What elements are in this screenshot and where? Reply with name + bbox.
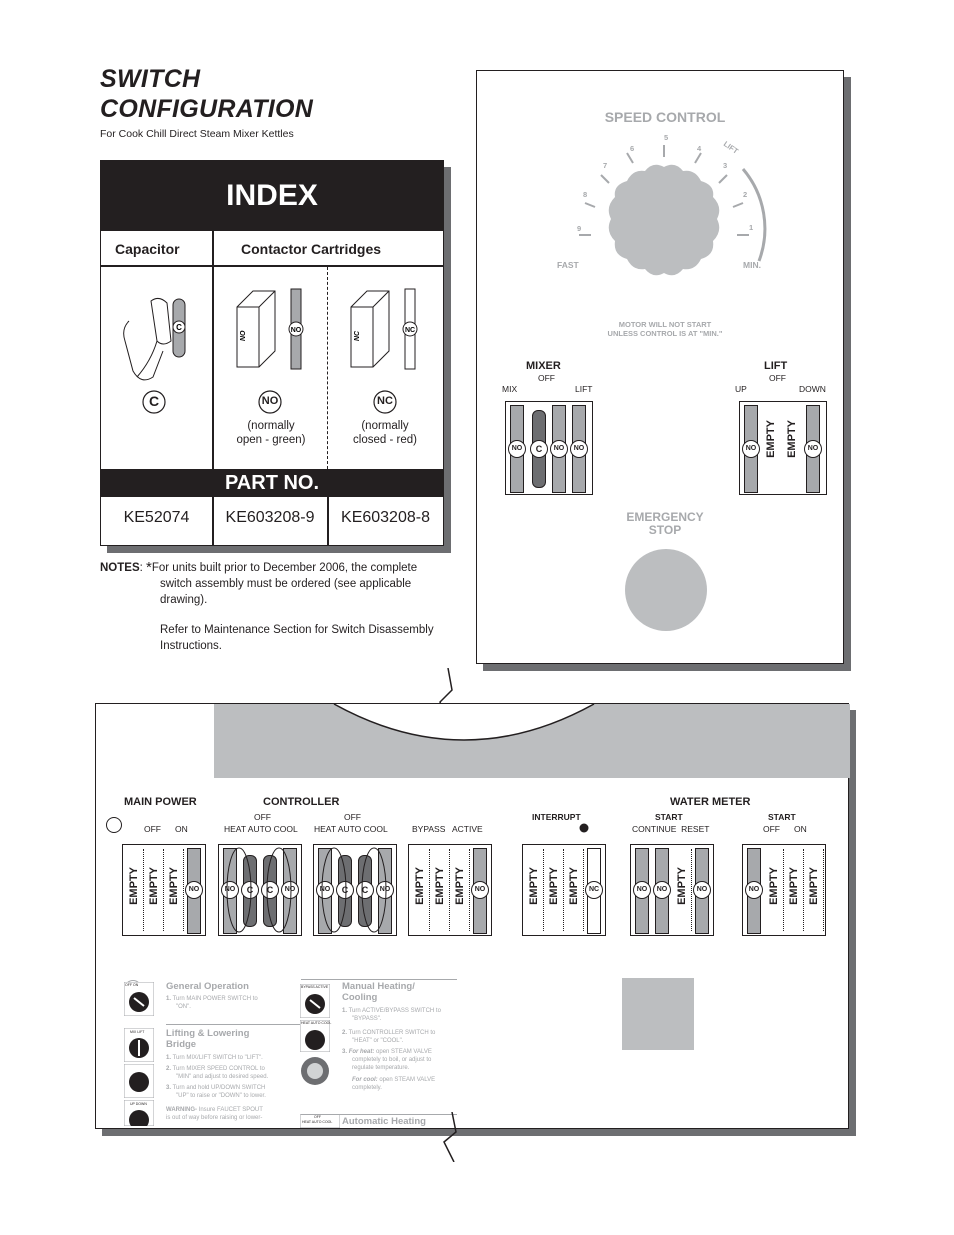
- empty-slot: EMPTY: [568, 867, 580, 905]
- water-meter-start-switch[interactable]: [630, 844, 714, 936]
- contactor-header: Contactor Cartridges: [241, 241, 382, 257]
- slot-divider: [429, 849, 430, 931]
- automatic-heating-heading: Automatic Heating: [342, 1116, 426, 1127]
- divider: [212, 231, 214, 469]
- title-line-1: SWITCH: [100, 65, 201, 93]
- divider: [101, 265, 443, 267]
- jumper-wire-icon: [314, 845, 396, 935]
- part-capacitor: KE52074: [123, 509, 190, 526]
- controller-label: CONTROLLER: [263, 796, 340, 808]
- nc-symbol: NC: [377, 395, 393, 407]
- svg-text:NC: NC: [354, 330, 361, 341]
- speed-control-knob[interactable]: [571, 131, 771, 321]
- notes-line-1: For units built prior to December 2006, the complete: [151, 562, 418, 574]
- cartridge-label: NO: [221, 881, 239, 899]
- interrupt-light-icon: [579, 823, 589, 833]
- capacitor-symbol: C: [148, 393, 160, 409]
- speed-knob-icon: [124, 1064, 154, 1098]
- slot-divider: [469, 849, 470, 931]
- slot-divider: [163, 849, 164, 931]
- break-line-icon: [440, 1112, 466, 1162]
- cartridge-label: NO: [281, 881, 299, 899]
- motor-warning: MOTOR WILL NOT START UNLESS CONTROL IS AT "MIN.": [607, 320, 723, 338]
- cartridge-label: C: [261, 881, 279, 899]
- mixer-switch[interactable]: NO C NO NO: [505, 401, 593, 495]
- no-symbol: NO: [261, 395, 279, 407]
- lift-label: LIFT: [764, 360, 788, 372]
- empty-slot: EMPTY: [528, 867, 540, 905]
- lift-off: OFF: [769, 373, 786, 383]
- notes: NOTES: *For units built prior to December 2006, the complete switch assembly must be ordered (see applicable drawing). Refer to Maintenance Section for Switch Disassembly Instructions.: [100, 560, 460, 654]
- kettle-control-panel: MAIN POWER OFF ON CONTROLLER OFF OFF HEAT AUTO COOL HEAT AUTO COOL BYPASS ACTIVE INTERRUPT WATER METER START CONTINUE RESET START OFF ON EMPTY EMPTY EMPTY NO NO C C NO NO C C NO EMPTY EMPTY EMPTY NO EMPTY EMPTY EMPTY NC NO NO EMPTY NO NO EMPTY EMPTY EMPTY OFF ON General Operation 1. Turn MAIN POWER SWITCH to "ON". MIX LIFT UP DOWN Lifting & Lowering Bridge 1. Turn MIX/LIFT SWITCH to "LIFT". 2. Turn MIXER SPEED CONTROL to "MIN" and adjust to desired speed. 3. Turn and hold UP/DOWN SWITCH "UP" to raise or "DOWN" to lower. WARNING- Insure FAUCET SPOUT is out of way before raising or lower- BYPASS ACTIVE HEAT AUTO COOL OFF HEAT AUTO COOL Manual Heating/ Cooling 1. Turn ACTIVE/BYPASS SWITCH to "BYPASS". 2. Turn CONTROLLER SWITCH to "HEAT" or "COOL". 3. For heat: open STEAM VALVE completely to boil, or adjust to regulate temperature. For cool: open STEAM VALVE completely. Automatic Heating: [95, 703, 849, 1129]
- bypass-switch-icon: [300, 984, 330, 1018]
- emergency-stop-label: EMERGENCY STOP: [626, 510, 704, 537]
- cartridge-label: NO: [471, 881, 489, 899]
- panel-cutout: [214, 704, 850, 780]
- svg-text:NO: NO: [240, 330, 247, 341]
- slot-divider: [583, 849, 584, 931]
- notes-line-4: Refer to Maintenance Section for Switch Disassembly: [160, 624, 434, 636]
- index-box: [100, 160, 444, 546]
- water-meter-on-switch[interactable]: [742, 844, 826, 936]
- mixer-mix: MIX: [502, 384, 518, 394]
- empty-slot: EMPTY: [414, 867, 426, 905]
- no-cartridge-illustration: [231, 285, 321, 375]
- divider: [301, 979, 457, 980]
- asterisk: *: [146, 559, 152, 576]
- notes-line-3: drawing).: [160, 594, 208, 606]
- title-line-2: CONFIGURATION: [100, 95, 314, 123]
- lift-switch[interactable]: EMPTY EMPTY NO NO: [739, 401, 827, 495]
- main-power-switch[interactable]: [122, 844, 206, 936]
- mixer-label: MIXER: [526, 360, 561, 372]
- nc-description: (normally closed - red): [353, 420, 417, 446]
- cartridge-label: C: [241, 881, 259, 899]
- empty-slot: EMPTY: [128, 867, 140, 905]
- page-title: [100, 64, 440, 124]
- empty-slot: EMPTY: [768, 867, 780, 905]
- lift-up: UP: [735, 384, 747, 394]
- divider: [301, 1114, 457, 1115]
- steam-valve-icon: [300, 1054, 330, 1088]
- empty-slot: EMPTY: [168, 867, 180, 905]
- svg-text:NO: NO: [290, 327, 302, 334]
- emergency-stop-button[interactable]: [625, 549, 707, 631]
- slot-divider: [449, 849, 450, 931]
- water-meter-display: [622, 978, 694, 1050]
- fast-label: FAST: [557, 260, 579, 270]
- slot-divider: [823, 849, 824, 931]
- speed-control-label: SPEED CONTROL: [604, 109, 726, 125]
- empty-slot: EMPTY: [434, 867, 446, 905]
- cartridge-label: C: [336, 881, 354, 899]
- nc-cartridge-illustration: [345, 285, 435, 375]
- lift-down: DOWN: [799, 384, 826, 394]
- general-operation-heading: General Operation: [166, 981, 249, 992]
- controller-switch-1[interactable]: [218, 844, 302, 936]
- capacitor-header: Capacitor: [115, 241, 180, 257]
- min-label: MIN.: [743, 260, 761, 270]
- empty-slot: EMPTY: [548, 867, 560, 905]
- divider: [166, 1024, 308, 1025]
- cartridge-label: NO: [376, 881, 394, 899]
- part-nc-cartridge: KE603208-8: [341, 509, 430, 526]
- cartridge-label: NO: [316, 881, 334, 899]
- svg-text:NC: NC: [404, 327, 416, 334]
- bypass-active-switch[interactable]: [408, 844, 492, 936]
- cartridge-label: NO: [185, 881, 203, 899]
- jumper-wire-icon: [219, 845, 301, 935]
- water-meter-label: WATER METER: [670, 796, 751, 808]
- empty-slot: EMPTY: [788, 867, 800, 905]
- cartridge-label: NO: [745, 881, 763, 899]
- empty-slot: EMPTY: [676, 867, 688, 905]
- empty-slot: EMPTY: [808, 867, 820, 905]
- page-subtitle: For Cook Chill Direct Steam Mixer Kettles: [100, 128, 294, 140]
- slot-divider: [691, 849, 692, 931]
- no-description: (normally open - green): [236, 420, 306, 446]
- main-power-label: MAIN POWER: [124, 796, 197, 808]
- capacitor-illustration: [111, 281, 211, 391]
- slot-divider: [803, 849, 804, 931]
- controller-switch-2[interactable]: [313, 844, 397, 936]
- divider: [327, 267, 328, 469]
- cartridge-label: C: [356, 881, 374, 899]
- part-number-header: PART NO.: [101, 469, 443, 497]
- cartridge-label: NO: [693, 881, 711, 899]
- capacitor-c-label: C: [176, 323, 182, 332]
- mixer-lift: LIFT: [575, 384, 593, 394]
- slot-divider: [543, 849, 544, 931]
- interrupt-switch[interactable]: [522, 844, 606, 936]
- manual-heating-heading: Manual Heating/ Cooling: [342, 981, 415, 1003]
- notes-line-2: switch assembly must be ordered (see applicable: [160, 578, 412, 590]
- notes-line-5: Instructions.: [160, 640, 222, 652]
- notes-label: NOTES: [100, 562, 140, 574]
- empty-slot: EMPTY: [148, 867, 160, 905]
- slot-divider: [183, 849, 184, 931]
- part-no-cartridge: KE603208-9: [225, 509, 315, 526]
- cartridge-label: NO: [633, 881, 651, 899]
- index-title: INDEX: [101, 161, 443, 231]
- slot-divider: [783, 849, 784, 931]
- lift-arc-label: LIFT: [721, 139, 740, 156]
- main-power-switch-icon: [124, 982, 154, 1016]
- interrupt-label: INTERRUPT: [532, 812, 581, 822]
- mixer-control-panel: SPEED CONTROL 5 6 7 8 9 4 3 2 1 LIFT FAST MIN. MOTOR WILL NOT START UNLESS CONTROL IS AT "MIN." MIXER OFF MIX LIFT LIFT OFF UP DOWN NO C NO NO EMPTY EMPTY NO NO EMERGENCY STOP: [476, 70, 844, 664]
- empty-slot: EMPTY: [454, 867, 466, 905]
- slot-divider: [563, 849, 564, 931]
- slot-divider: [143, 849, 144, 931]
- mixer-off: OFF: [538, 373, 555, 383]
- switch-row: [96, 844, 848, 938]
- cartridge-label: NO: [653, 881, 671, 899]
- lifting-heading: Lifting & Lowering Bridge: [166, 1028, 250, 1050]
- cartridge-label: NC: [585, 881, 603, 899]
- indicator-light-icon: [105, 816, 123, 834]
